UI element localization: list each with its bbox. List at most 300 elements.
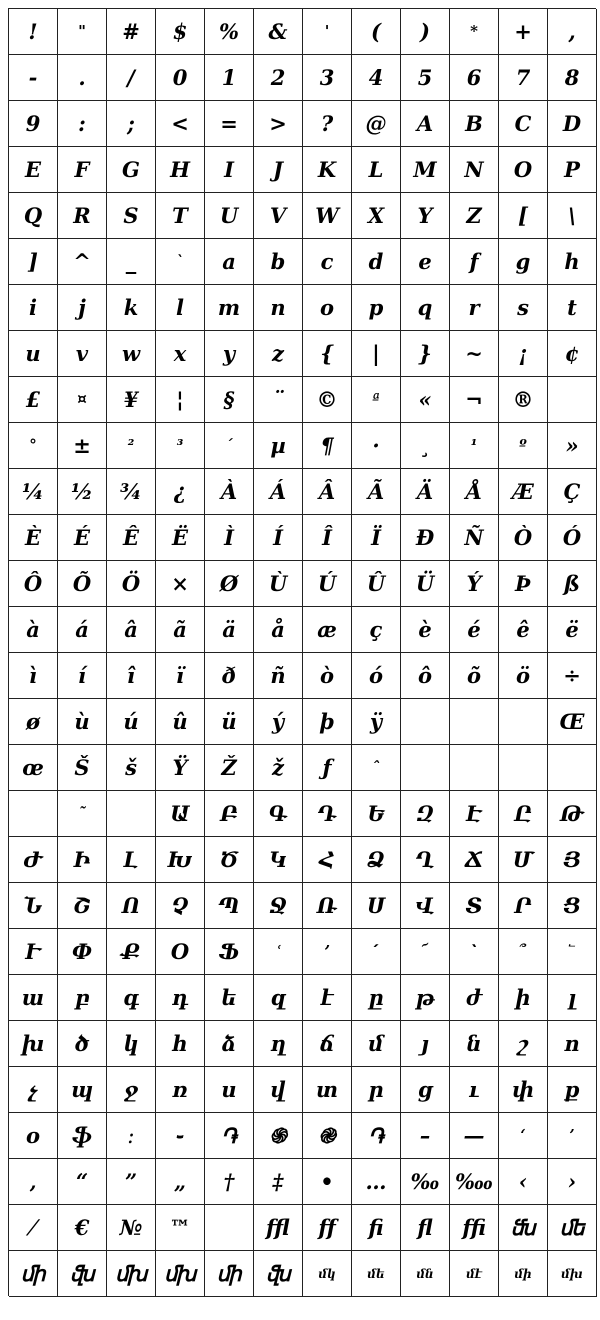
glyph-cell: Q [9, 193, 58, 239]
glyph-cell: [ [499, 193, 548, 239]
glyph-grid [8, 8, 596, 1296]
glyph-cell: © [303, 377, 352, 423]
glyph-cell: ; [107, 101, 156, 147]
glyph-cell: Ý [450, 561, 499, 607]
glyph-cell [205, 1205, 254, 1251]
glyph-cell: Æ [499, 469, 548, 515]
glyph-cell: ’ [548, 1113, 597, 1159]
glyph-cell: Դ [303, 791, 352, 837]
glyph-cell: ՛ [352, 929, 401, 975]
glyph-cell: զ [254, 975, 303, 1021]
glyph-cell: P [548, 147, 597, 193]
glyph-cell: ' [303, 9, 352, 55]
glyph-cell: Y [401, 193, 450, 239]
glyph-cell: ‰ [401, 1159, 450, 1205]
glyph-cell: Ձ [352, 837, 401, 883]
glyph-cell: ։ [107, 1113, 156, 1159]
glyph-cell: — [450, 1113, 499, 1159]
glyph-cell: ղ [254, 1021, 303, 1067]
glyph-cell: Թ [548, 791, 597, 837]
glyph-cell: Ò [499, 515, 548, 561]
glyph-cell: f [450, 239, 499, 285]
glyph-cell: ó [352, 653, 401, 699]
glyph-cell: ª [352, 377, 401, 423]
glyph-cell: ¦ [156, 377, 205, 423]
glyph-cell: ÿ [352, 699, 401, 745]
glyph-cell: \ [548, 193, 597, 239]
glyph-cell: Փ [58, 929, 107, 975]
glyph-cell: Ը [499, 791, 548, 837]
glyph-cell: ծ [58, 1021, 107, 1067]
glyph-cell: Ö [107, 561, 156, 607]
glyph-cell: Շ [58, 883, 107, 929]
glyph-cell: á [58, 607, 107, 653]
glyph-cell: ( [352, 9, 401, 55]
glyph-cell: U [205, 193, 254, 239]
glyph-cell: ï [156, 653, 205, 699]
glyph-cell: ՚ [303, 929, 352, 975]
glyph-cell: ì [9, 653, 58, 699]
glyph-cell: ¡ [499, 331, 548, 377]
glyph-cell: ¿ [156, 469, 205, 515]
glyph-cell: ê [499, 607, 548, 653]
glyph-cell: - [9, 55, 58, 101]
glyph-cell: – [401, 1113, 450, 1159]
glyph-cell: Ä [401, 469, 450, 515]
glyph-cell: " [58, 9, 107, 55]
glyph-cell: ﬄ [254, 1205, 303, 1251]
glyph-cell: ¢ [548, 331, 597, 377]
glyph-cell: ô [401, 653, 450, 699]
glyph-cell: / [107, 55, 156, 101]
glyph-cell [401, 699, 450, 745]
glyph-cell: Ø [205, 561, 254, 607]
glyph-cell: ր [352, 1067, 401, 1113]
glyph-cell [450, 699, 499, 745]
glyph-cell [107, 791, 156, 837]
glyph-cell: ] [9, 239, 58, 285]
glyph-cell: W [303, 193, 352, 239]
glyph-cell: Ú [303, 561, 352, 607]
glyph-cell: Գ [254, 791, 303, 837]
glyph-cell: n [254, 285, 303, 331]
glyph-cell: þ [303, 699, 352, 745]
glyph-cell: ø [9, 699, 58, 745]
glyph-cell: ¼ [9, 469, 58, 515]
glyph-cell: a [205, 239, 254, 285]
glyph-cell: æ [303, 607, 352, 653]
glyph-cell: Ë [156, 515, 205, 561]
glyph-cell: Ç [548, 469, 597, 515]
glyph-cell: Í [254, 515, 303, 561]
glyph-cell: V [254, 193, 303, 239]
glyph-cell: ⁄ [9, 1205, 58, 1251]
glyph-cell: S [107, 193, 156, 239]
glyph-cell: ‹ [499, 1159, 548, 1205]
glyph-cell: d [352, 239, 401, 285]
glyph-cell: » [548, 423, 597, 469]
glyph-cell: մե [352, 1251, 401, 1297]
glyph-cell: w [107, 331, 156, 377]
glyph-cell: ս [205, 1067, 254, 1113]
glyph-cell: R [58, 193, 107, 239]
glyph-cell: ւ [450, 1067, 499, 1113]
glyph-cell: g [499, 239, 548, 285]
glyph-cell: i [9, 285, 58, 331]
glyph-cell: մկ [303, 1251, 352, 1297]
glyph-cell: ¥ [107, 377, 156, 423]
glyph-cell: 1 [205, 55, 254, 101]
glyph-cell: Þ [499, 561, 548, 607]
glyph-cell: . [58, 55, 107, 101]
glyph-cell: Ի [58, 837, 107, 883]
glyph-cell: _ [107, 239, 156, 285]
glyph-cell: Å [450, 469, 499, 515]
glyph-cell: Ք [107, 929, 156, 975]
glyph-cell: յ [401, 1021, 450, 1067]
glyph-cell: Կ [254, 837, 303, 883]
glyph-cell: ը [352, 975, 401, 1021]
glyph-cell: ﬃ [450, 1205, 499, 1251]
glyph-cell: X [352, 193, 401, 239]
glyph-cell: â [107, 607, 156, 653]
glyph-cell: , [548, 9, 597, 55]
glyph-cell: Ղ [401, 837, 450, 883]
glyph-cell: { [303, 331, 352, 377]
glyph-cell: ՞ [499, 929, 548, 975]
glyph-cell [499, 745, 548, 791]
glyph-cell: 4 [352, 55, 401, 101]
glyph-cell: Ê [107, 515, 156, 561]
glyph-cell: ã [156, 607, 205, 653]
glyph-cell: y [205, 331, 254, 377]
glyph-cell: ç [352, 607, 401, 653]
glyph-cell: t [548, 285, 597, 331]
glyph-cell: û [156, 699, 205, 745]
glyph-cell: 7 [499, 55, 548, 101]
glyph-cell: è [401, 607, 450, 653]
glyph-cell: Ա [156, 791, 205, 837]
glyph-cell: ö [499, 653, 548, 699]
glyph-cell: Ž [205, 745, 254, 791]
glyph-cell: ð [205, 653, 254, 699]
glyph-cell: Ծ [205, 837, 254, 883]
glyph-cell: կ [107, 1021, 156, 1067]
glyph-cell: r [450, 285, 499, 331]
glyph-cell: … [352, 1159, 401, 1205]
glyph-cell: Ï [352, 515, 401, 561]
glyph-cell: š [107, 745, 156, 791]
glyph-cell: ® [499, 377, 548, 423]
glyph-cell: Ւ [9, 929, 58, 975]
glyph-cell: T [156, 193, 205, 239]
glyph-cell: $ [156, 9, 205, 55]
glyph-cell: ֆ [58, 1113, 107, 1159]
glyph-cell: Օ [156, 929, 205, 975]
glyph-cell: : [58, 101, 107, 147]
glyph-cell: œ [9, 745, 58, 791]
glyph-cell: Բ [205, 791, 254, 837]
glyph-cell: ջ [107, 1067, 156, 1113]
glyph-cell: j [58, 285, 107, 331]
glyph-cell: 9 [9, 101, 58, 147]
glyph-cell: ß [548, 561, 597, 607]
glyph-cell: ‚ [9, 1159, 58, 1205]
glyph-cell: s [499, 285, 548, 331]
glyph-cell: I [205, 147, 254, 193]
glyph-cell: ն [450, 1021, 499, 1067]
glyph-cell: | [352, 331, 401, 377]
glyph-cell: Չ [156, 883, 205, 929]
glyph-cell: ‡ [254, 1159, 303, 1205]
glyph-cell: Ր [499, 883, 548, 929]
glyph-cell: G [107, 147, 156, 193]
glyph-cell: Ե [352, 791, 401, 837]
glyph-cell: Z [450, 193, 499, 239]
glyph-cell: ՝ [450, 929, 499, 975]
glyph-cell: × [156, 561, 205, 607]
glyph-cell: A [401, 101, 450, 147]
glyph-cell: Ճ [450, 837, 499, 883]
glyph-cell: ³ [156, 423, 205, 469]
glyph-cell: º [499, 423, 548, 469]
glyph-cell: ¾ [107, 469, 156, 515]
glyph-cell: ˜ [58, 791, 107, 837]
glyph-cell: ‱ [450, 1159, 499, 1205]
glyph-cell: Ÿ [156, 745, 205, 791]
glyph-cell: Ն [9, 883, 58, 929]
glyph-cell: Ô [9, 561, 58, 607]
glyph-cell: x [156, 331, 205, 377]
glyph-cell: O [499, 147, 548, 193]
glyph-cell: Û [352, 561, 401, 607]
glyph-cell: † [205, 1159, 254, 1205]
glyph-cell: Ս [352, 883, 401, 929]
glyph-cell: M [401, 147, 450, 193]
glyph-cell: ﬖ [254, 1251, 303, 1297]
glyph-cell: Î [303, 515, 352, 561]
glyph-cell: Á [254, 469, 303, 515]
glyph-cell: 8 [548, 55, 597, 101]
glyph-cell: մէ [450, 1251, 499, 1297]
glyph-cell: ´ [205, 423, 254, 469]
glyph-cell: µ [254, 423, 303, 469]
glyph-cell: դ [156, 975, 205, 1021]
glyph-cell: À [205, 469, 254, 515]
glyph-cell: ú [107, 699, 156, 745]
glyph-cell: D [548, 101, 597, 147]
glyph-cell: մխ [548, 1251, 597, 1297]
glyph-cell: k [107, 285, 156, 331]
glyph-cell: ) [401, 9, 450, 55]
glyph-cell: ™ [156, 1205, 205, 1251]
glyph-cell: ֎ [303, 1113, 352, 1159]
glyph-cell: v [58, 331, 107, 377]
glyph-cell: ù [58, 699, 107, 745]
glyph-cell: § [205, 377, 254, 423]
glyph-cell: È [9, 515, 58, 561]
glyph-cell: p [352, 285, 401, 331]
glyph-cell: ý [254, 699, 303, 745]
glyph-cell: մի [499, 1251, 548, 1297]
glyph-cell: E [9, 147, 58, 193]
glyph-cell: Š [58, 745, 107, 791]
glyph-cell: e [401, 239, 450, 285]
glyph-cell: › [548, 1159, 597, 1205]
glyph-cell: í [58, 653, 107, 699]
glyph-cell: 3 [303, 55, 352, 101]
glyph-cell: Լ [107, 837, 156, 883]
glyph-cell: Ð [401, 515, 450, 561]
glyph-cell: չ [9, 1067, 58, 1113]
glyph-cell: № [107, 1205, 156, 1251]
glyph-cell: ՟ [548, 929, 597, 975]
glyph-cell: թ [401, 975, 450, 1021]
glyph-cell: É [58, 515, 107, 561]
glyph-cell: մ [352, 1021, 401, 1067]
glyph-cell: u [9, 331, 58, 377]
glyph-cell: խ [9, 1021, 58, 1067]
glyph-cell: հ [156, 1021, 205, 1067]
glyph-cell: N [450, 147, 499, 193]
glyph-cell: Ռ [303, 883, 352, 929]
glyph-cell: L [352, 147, 401, 193]
glyph-cell: ՙ [254, 929, 303, 975]
glyph-cell: Պ [205, 883, 254, 929]
glyph-cell: ﬗ [107, 1251, 156, 1297]
glyph-cell: ¸ [401, 423, 450, 469]
glyph-cell: ° [9, 423, 58, 469]
glyph-cell: Վ [401, 883, 450, 929]
glyph-cell: % [205, 9, 254, 55]
glyph-cell: ÷ [548, 653, 597, 699]
glyph-cell: փ [499, 1067, 548, 1113]
glyph-cell: é [450, 607, 499, 653]
glyph-cell: Է [450, 791, 499, 837]
glyph-cell [450, 745, 499, 791]
glyph-cell: ֍ [254, 1113, 303, 1159]
glyph-cell: ` [156, 239, 205, 285]
glyph-cell: 5 [401, 55, 450, 101]
glyph-cell: l [156, 285, 205, 331]
glyph-cell: լ [548, 975, 597, 1021]
glyph-cell: բ [58, 975, 107, 1021]
glyph-cell: ž [254, 745, 303, 791]
glyph-cell: ֏ [205, 1113, 254, 1159]
glyph-cell: ՜ [401, 929, 450, 975]
glyph-cell: ﬀ [303, 1205, 352, 1251]
glyph-cell: K [303, 147, 352, 193]
glyph-cell: ց [401, 1067, 450, 1113]
glyph-cell: „ [156, 1159, 205, 1205]
glyph-cell: « [401, 377, 450, 423]
glyph-cell: Յ [548, 837, 597, 883]
glyph-cell: ¨ [254, 377, 303, 423]
glyph-cell: o [303, 285, 352, 331]
glyph-cell: ü [205, 699, 254, 745]
glyph-cell: 0 [156, 55, 205, 101]
glyph-cell: € [58, 1205, 107, 1251]
glyph-cell: ﬁ [352, 1205, 401, 1251]
glyph-cell: h [548, 239, 597, 285]
glyph-cell: ä [205, 607, 254, 653]
glyph-cell: î [107, 653, 156, 699]
glyph-cell: Խ [156, 837, 205, 883]
glyph-cell: ^ [58, 239, 107, 285]
glyph-cell: ﬖ [58, 1251, 107, 1297]
glyph-cell: ճ [303, 1021, 352, 1067]
glyph-cell: ¤ [58, 377, 107, 423]
glyph-cell: Մ [499, 837, 548, 883]
glyph-cell: ½ [58, 469, 107, 515]
glyph-cell: ! [9, 9, 58, 55]
glyph-cell: ի [499, 975, 548, 1021]
glyph-cell: ռ [156, 1067, 205, 1113]
glyph-cell: ֊ [156, 1113, 205, 1159]
glyph-cell: + [499, 9, 548, 55]
glyph-cell: ձ [205, 1021, 254, 1067]
glyph-cell: ‘ [499, 1113, 548, 1159]
glyph-cell: մն [401, 1251, 450, 1297]
glyph-cell: Զ [401, 791, 450, 837]
glyph-cell: ¹ [450, 423, 499, 469]
glyph-cell: ք [548, 1067, 597, 1113]
glyph-cell [548, 745, 597, 791]
glyph-cell: ե [205, 975, 254, 1021]
glyph-cell: ¬ [450, 377, 499, 423]
glyph-cell: Ժ [9, 837, 58, 883]
glyph-cell: c [303, 239, 352, 285]
glyph-cell: • [303, 1159, 352, 1205]
glyph-cell: ¶ [303, 423, 352, 469]
glyph-cell: Ց [548, 883, 597, 929]
glyph-cell [499, 699, 548, 745]
glyph-cell: Ñ [450, 515, 499, 561]
glyph-cell: £ [9, 377, 58, 423]
glyph-cell: է [303, 975, 352, 1021]
glyph-cell [401, 745, 450, 791]
glyph-cell: “ [58, 1159, 107, 1205]
glyph-cell: ﬓ [499, 1205, 548, 1251]
glyph-cell: ~ [450, 331, 499, 377]
glyph-cell: @ [352, 101, 401, 147]
glyph-cell: H [156, 147, 205, 193]
glyph-cell: Տ [450, 883, 499, 929]
glyph-cell: Œ [548, 699, 597, 745]
glyph-cell: Ֆ [205, 929, 254, 975]
glyph-cell: ± [58, 423, 107, 469]
glyph-cell: J [254, 147, 303, 193]
glyph-cell: ﬗ [156, 1251, 205, 1297]
glyph-cell: b [254, 239, 303, 285]
glyph-cell: C [499, 101, 548, 147]
glyph-cell: z [254, 331, 303, 377]
glyph-cell: < [156, 101, 205, 147]
glyph-cell: ò [303, 653, 352, 699]
glyph-cell: Ջ [254, 883, 303, 929]
glyph-cell: գ [107, 975, 156, 1021]
glyph-cell: q [401, 285, 450, 331]
glyph-cell: Ù [254, 561, 303, 607]
glyph-cell: շ [499, 1021, 548, 1067]
glyph-cell: ա [9, 975, 58, 1021]
glyph-cell: պ [58, 1067, 107, 1113]
glyph-cell: · [352, 423, 401, 469]
glyph-cell: 2 [254, 55, 303, 101]
glyph-cell: Ã [352, 469, 401, 515]
glyph-cell [548, 377, 597, 423]
glyph-cell: ˆ [352, 745, 401, 791]
